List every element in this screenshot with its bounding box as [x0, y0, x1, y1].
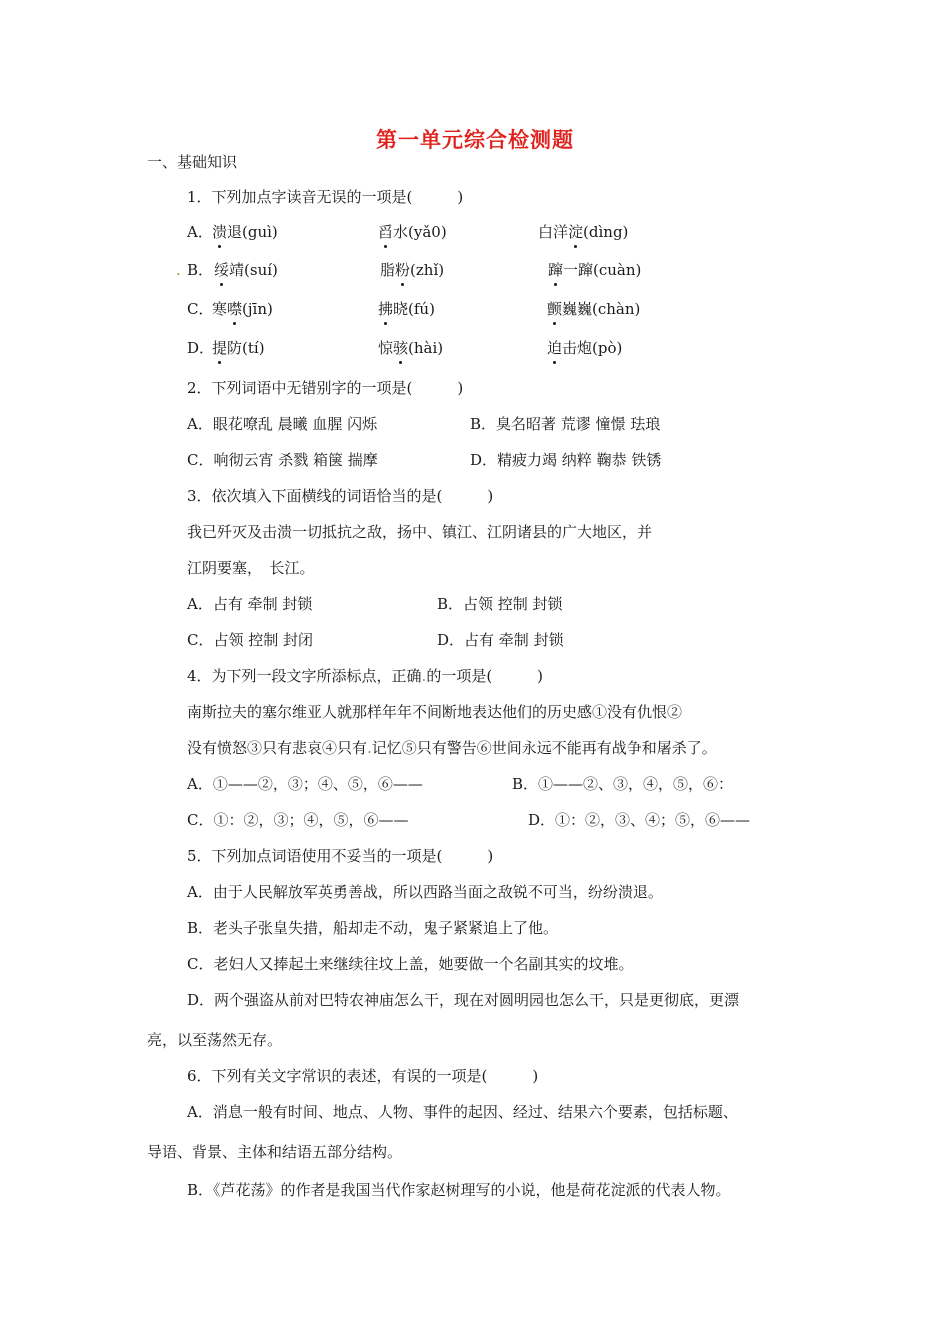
q1-option-c-label: C．: [187, 300, 214, 318]
q1-option-b-label: B．: [187, 261, 214, 279]
q5-option-a: A．由于人民解放军英勇善战，所以西路当面之敌锐不可当，纷纷溃退。: [187, 883, 663, 901]
scan-mark: .: [176, 261, 181, 279]
q1-option-d-label: D．: [187, 339, 215, 357]
q5-option-d-line2: 亮，以至荡然无存。: [147, 1031, 283, 1049]
q3-option-a: A．占有 牵制 封锁: [187, 595, 313, 613]
q1-option-c-word1: 寒噤(jīn): [212, 300, 273, 318]
q6-option-b: B．《芦花荡》的作者是我国当代作家赵树理写的小说，他是荷花淀派的代表人物。: [187, 1181, 731, 1199]
q4-option-a: A．①——②，③；④、⑤，⑥——: [187, 775, 423, 793]
q4-passage-line1: 南斯拉夫的塞尔维亚人就那样年年不间断地表达他们的历史感①没有仇恨②: [187, 703, 683, 721]
q3-option-d: D．占有 牵制 封锁: [437, 631, 564, 649]
q2-option-c: C．响彻云宵 杀戮 箱箧 揣摩: [187, 451, 378, 469]
q2-option-d: D．精疲力竭 纳粹 鞠恭 铁锈: [470, 451, 662, 469]
q1-option-a-label: A．: [187, 223, 213, 241]
q3-passage-line1: 我已歼灭及击溃一切抵抗之敌，扬中、镇江、江阴诸县的广大地区，并: [187, 523, 653, 541]
page-title: 第一单元综合检测题: [376, 128, 574, 152]
q1-option-d-word3: 迫击炮(pò): [547, 339, 623, 357]
q1-option-c-word2: 拂晓(fú): [378, 300, 435, 318]
q1-option-b-word2: 脂粉(zhǐ): [380, 261, 445, 279]
q6-stem: 6．下列有关文字常识的表述，有误的一项是( ): [187, 1067, 539, 1085]
q1-option-c-word3: 颤巍巍(chàn): [547, 300, 641, 318]
q3-stem: 3．依次填入下面横线的词语恰当的是( ): [187, 487, 494, 505]
q4-stem: 4．为下列一段文字所添标点，正确.的一项是( ): [187, 667, 544, 685]
q1-stem: 1．下列加点字读音无误的一项是( ): [187, 188, 464, 206]
q2-stem: 2．下列词语中无错别字的一项是( ): [187, 379, 464, 397]
q4-option-b: B．①——②、③，④，⑤，⑥：: [512, 775, 734, 793]
q1-option-d-word1: 提防(tí): [212, 339, 265, 357]
q5-stem: 5．下列加点词语使用不妥当的一项是( ): [187, 847, 494, 865]
q5-option-b: B．老头子张皇失措，船却走不动，鬼子紧紧追上了他。: [187, 919, 559, 937]
q4-passage-line2: 没有愤怒③只有悲哀④只有.记忆⑤只有警告⑥世间永远不能再有战争和屠杀了。: [187, 739, 717, 757]
section-heading: 一、基础知识: [147, 153, 238, 171]
q4-option-d: D．①：②，③、④；⑤，⑥——: [528, 811, 751, 829]
q2-option-a: A．眼花嘹乱 晨曦 血腥 闪烁: [187, 415, 378, 433]
q6-option-a-line2: 导语、背景、主体和结语五部分结构。: [147, 1143, 403, 1161]
q1-option-b-word3: 蹿一蹿(cuàn): [548, 261, 642, 279]
q1-option-a-word1: 溃退(guì): [212, 223, 278, 241]
q1-option-b-word1: 绥靖(suí): [214, 261, 278, 279]
q3-passage-line2: 江阴要塞， 长江。: [187, 559, 315, 577]
q1-option-a-word2: 舀水(yǎ0): [378, 223, 447, 241]
q5-option-c: C．老妇人又捧起土来继续往坟上盖，她要做一个名副其实的坟堆。: [187, 955, 634, 973]
q4-option-c: C．①：②，③；④，⑤，⑥——: [187, 811, 409, 829]
q1-option-d-word2: 惊骇(hài): [378, 339, 444, 357]
q3-option-c: C．占领 控制 封闭: [187, 631, 314, 649]
q6-option-a-line1: A．消息一般有时间、地点、人物、事件的起因、经过、结果六个要素，包括标题、: [187, 1103, 738, 1121]
q5-option-d-line1: D．两个强盗从前对巴特农神庙怎么干，现在对圆明园也怎么干，只是更彻底，更漂: [187, 991, 740, 1009]
q2-option-b: B．臭名昭著 荒谬 憧憬 珐琅: [470, 415, 661, 433]
q3-option-b: B．占领 控制 封锁: [437, 595, 563, 613]
q1-option-a-word3: 白洋淀(dìng): [538, 223, 629, 241]
